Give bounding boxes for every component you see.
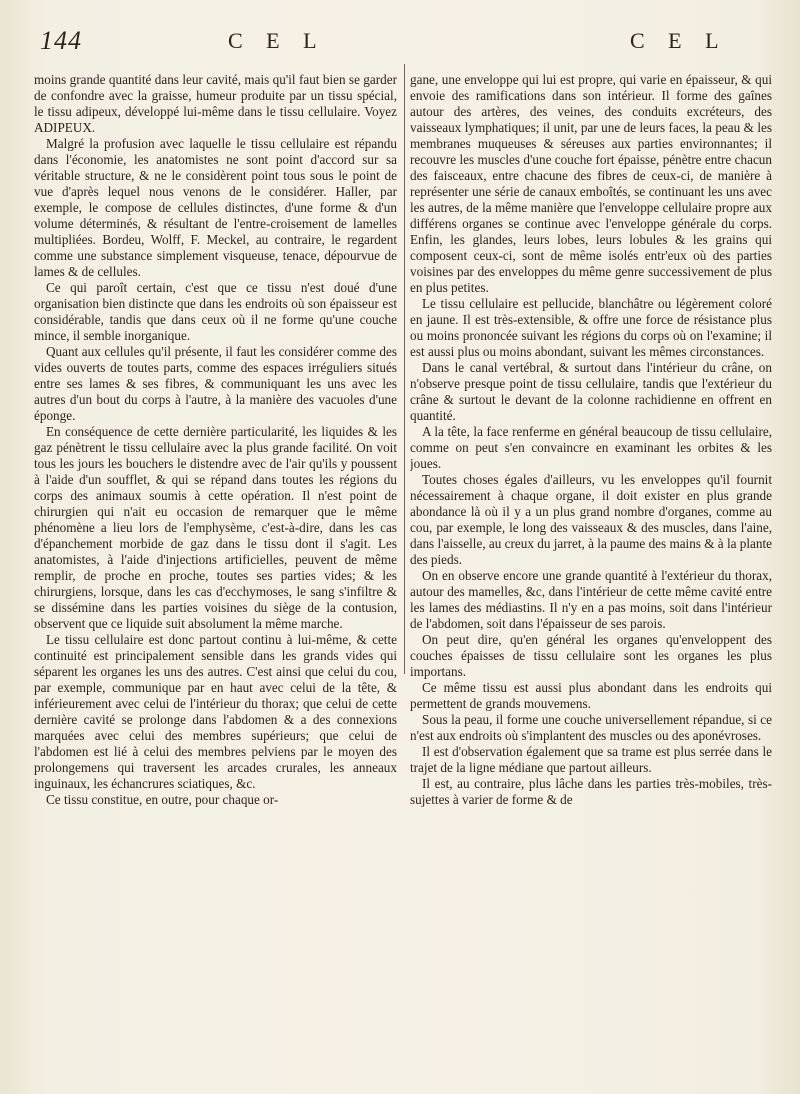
- paragraph: Ce tissu constitue, en outre, pour chaque or-: [46, 792, 279, 807]
- paragraph: Ce même tissu est aussi plus abondant dans les endroits qui permettent de grands mouvemens.: [410, 680, 772, 711]
- column-divider: [404, 64, 405, 674]
- running-head-right: C E L: [630, 28, 728, 53]
- running-head-left: C E L: [228, 28, 326, 53]
- paragraph: Le tissu cellulaire est donc partout continu à lui-même, & cette continuité est principalement sensible dans les grands vides qui séparent les organes les uns des autres. C'est ainsi que celui du cou, par exemple, communique par en haut avec celui de la tête, & inférieurement avec celui de l'intérieur du thorax; que celui de cette dernière cavité se prolonge dans l'abdomen & a des connexions marquées avec celui des membres supérieurs; que celui de l'abdomen est lié à celui des membres pelviens par le moyen des prolongemens qui traversent les arcades crurales, les anneaux inguinaux, les échancrures sciatiques, &c.: [34, 632, 397, 791]
- paragraph: Dans le canal vertébral, & surtout dans l'intérieur du crâne, on n'observe presque point de tissu cellulaire, tandis que l'extérieur du crâne & surtout le devant de la colonne rachidienne en offrent en quantité.: [410, 360, 772, 423]
- paragraph: Malgré la profusion avec laquelle le tissu cellulaire est répandu dans l'économie, les anatomistes ne sont point d'accord sur sa véritable structure, & ne le considèrent point tous sous le point de vue d'après lequel nous venons de le considérer. Haller, par exemple, le compose de cellules distinctes, d'une forme & d'un volume déterminés, & résultant de l'entre-croisement de lamelles multipliées. Bordeu, Wolff, F. Meckel, au contraire, le regardent comme une substance simplement visqueuse, tenace, dépourvue de lames & de cellules.: [34, 136, 397, 279]
- paragraph: gane, une enveloppe qui lui est propre, qui varie en épaisseur, & qui envoie des ramifications dans son intérieur. Il forme des gaînes autour des artères, des veines, des conduits excréteurs, des vaisseaux lymphatiques; il unit, par une de leurs faces, la peau & les membranes muqueuses & séreuses aux parties environnantes; il recouvre les muscles d'une couche fort épaisse, pénètre entre chacun des faisceaux, entre chacune des fibres de ceux-ci, de manière à représenter une série de canaux emboîtés, se continuant les uns avec les autres, de la même manière que l'enveloppe cellulaire propre aux différens organes se continue avec l'enveloppe générale du corps. Enfin, les glandes, leurs lobes, leurs lobules & les grains qui composent ceux-ci, sont de même isolés entr'eux où des parties voisines par des enveloppes du même genre successivement de plus en plus petites.: [410, 72, 772, 295]
- page-number: 144: [40, 26, 82, 55]
- right-column: [410, 72, 772, 1072]
- paragraph: Quant aux cellules qu'il présente, il faut les considérer comme des vides ouverts de toutes parts, comme des espaces irréguliers situés entre ses lames & ses fibres, & communiquant les uns avec les autres d'un bout du corps à l'autre, à la manière des vacuoles d'une éponge.: [34, 344, 397, 423]
- paragraph: Sous la peau, il forme une couche universellement répandue, si ce n'est aux endroits où s'implantent des muscles ou des aponévroses.: [410, 712, 772, 743]
- paragraph: Le tissu cellulaire est pellucide, blanchâtre ou légèrement coloré en jaune. Il est très-extensible, & offre une force de résistance plus ou moins prononcée suivant les régions du corps où on l'examine; il est aussi plus ou moins abondant, suivant les mêmes circonstances.: [410, 296, 772, 359]
- paragraph: moins grande quantité dans leur cavité, mais qu'il faut bien se garder de confondre avec la graisse, humeur produite par un tissu spécial, le tissu adipeux, développé lui-même dans le tissu cellulaire. Voyez ADIPEUX.: [34, 72, 397, 135]
- paragraph: Il est d'observation également que sa trame est plus serrée dans le trajet de la ligne médiane que partout ailleurs.: [410, 744, 772, 775]
- paragraph: A la tête, la face renferme en général beaucoup de tissu cellulaire, comme on peut s'en convaincre en examinant les orbites & les joues.: [410, 424, 772, 471]
- left-column: [34, 72, 397, 1072]
- paragraph: Ce qui paroît certain, c'est que ce tissu n'est doué d'une organisation bien distincte que dans les endroits où son épaisseur est considérable, tandis que dans ceux où il ne forme qu'une couche mince, il semble inorganique.: [34, 280, 397, 343]
- paragraph: On peut dire, qu'en général les organes qu'enveloppent des couches épaisses de tissu cellulaire sont les organes les plus importans.: [410, 632, 772, 679]
- paragraph: Toutes choses égales d'ailleurs, vu les enveloppes qu'il fournit nécessairement à chaque organe, il doit exister en plus grande abondance là où il y a un plus grand nombre d'organes, comme au cou, par exemple, le long des vaisseaux & des muscles, dans l'aine, dans l'aisselle, au creux du jarret, à la paume des mains & à la plante des pieds.: [410, 472, 772, 567]
- paragraph: On en observe encore une grande quantité à l'extérieur du thorax, autour des mamelles, &c, dans l'intérieur de cette même cavité entre les lames des médiastins. Il n'y en a pas moins, soit dans l'intérieur de l'abdomen, soit dans l'épaisseur de ses parois.: [410, 568, 772, 631]
- paragraph: Il est, au contraire, plus lâche dans les parties très-mobiles, très-sujettes à varier de forme & de: [410, 776, 772, 807]
- paragraph: En conséquence de cette dernière particularité, les liquides & les gaz pénètrent le tissu cellulaire avec la plus grande facilité. On voit tous les jours les bouchers le distendre avec de l'air qu'ils y poussent à l'aide d'un soufflet, & qui se répand dans toutes les régions du corps des animaux soumis à cette opération. Il n'est point de chirurgien qui n'ait eu occasion de remarquer que le même phénomène a lieu lors de l'emphysème, c'est-à-dire, dans les cas d'épanchement morbide de gaz dans le tissu dont il s'agit. Les anatomistes, à l'aide d'injections artificielles, peuvent de même remplir, de proche en proche, toutes ses parties vides; & les chirurgiens, lorsque, dans les cas d'ecchymoses, le sang s'infiltre & se dissémine dans les parties voisines du siège de la contusion, observent que ce liquide suit absolument la même marche.: [34, 424, 397, 631]
- page-header: [40, 26, 770, 66]
